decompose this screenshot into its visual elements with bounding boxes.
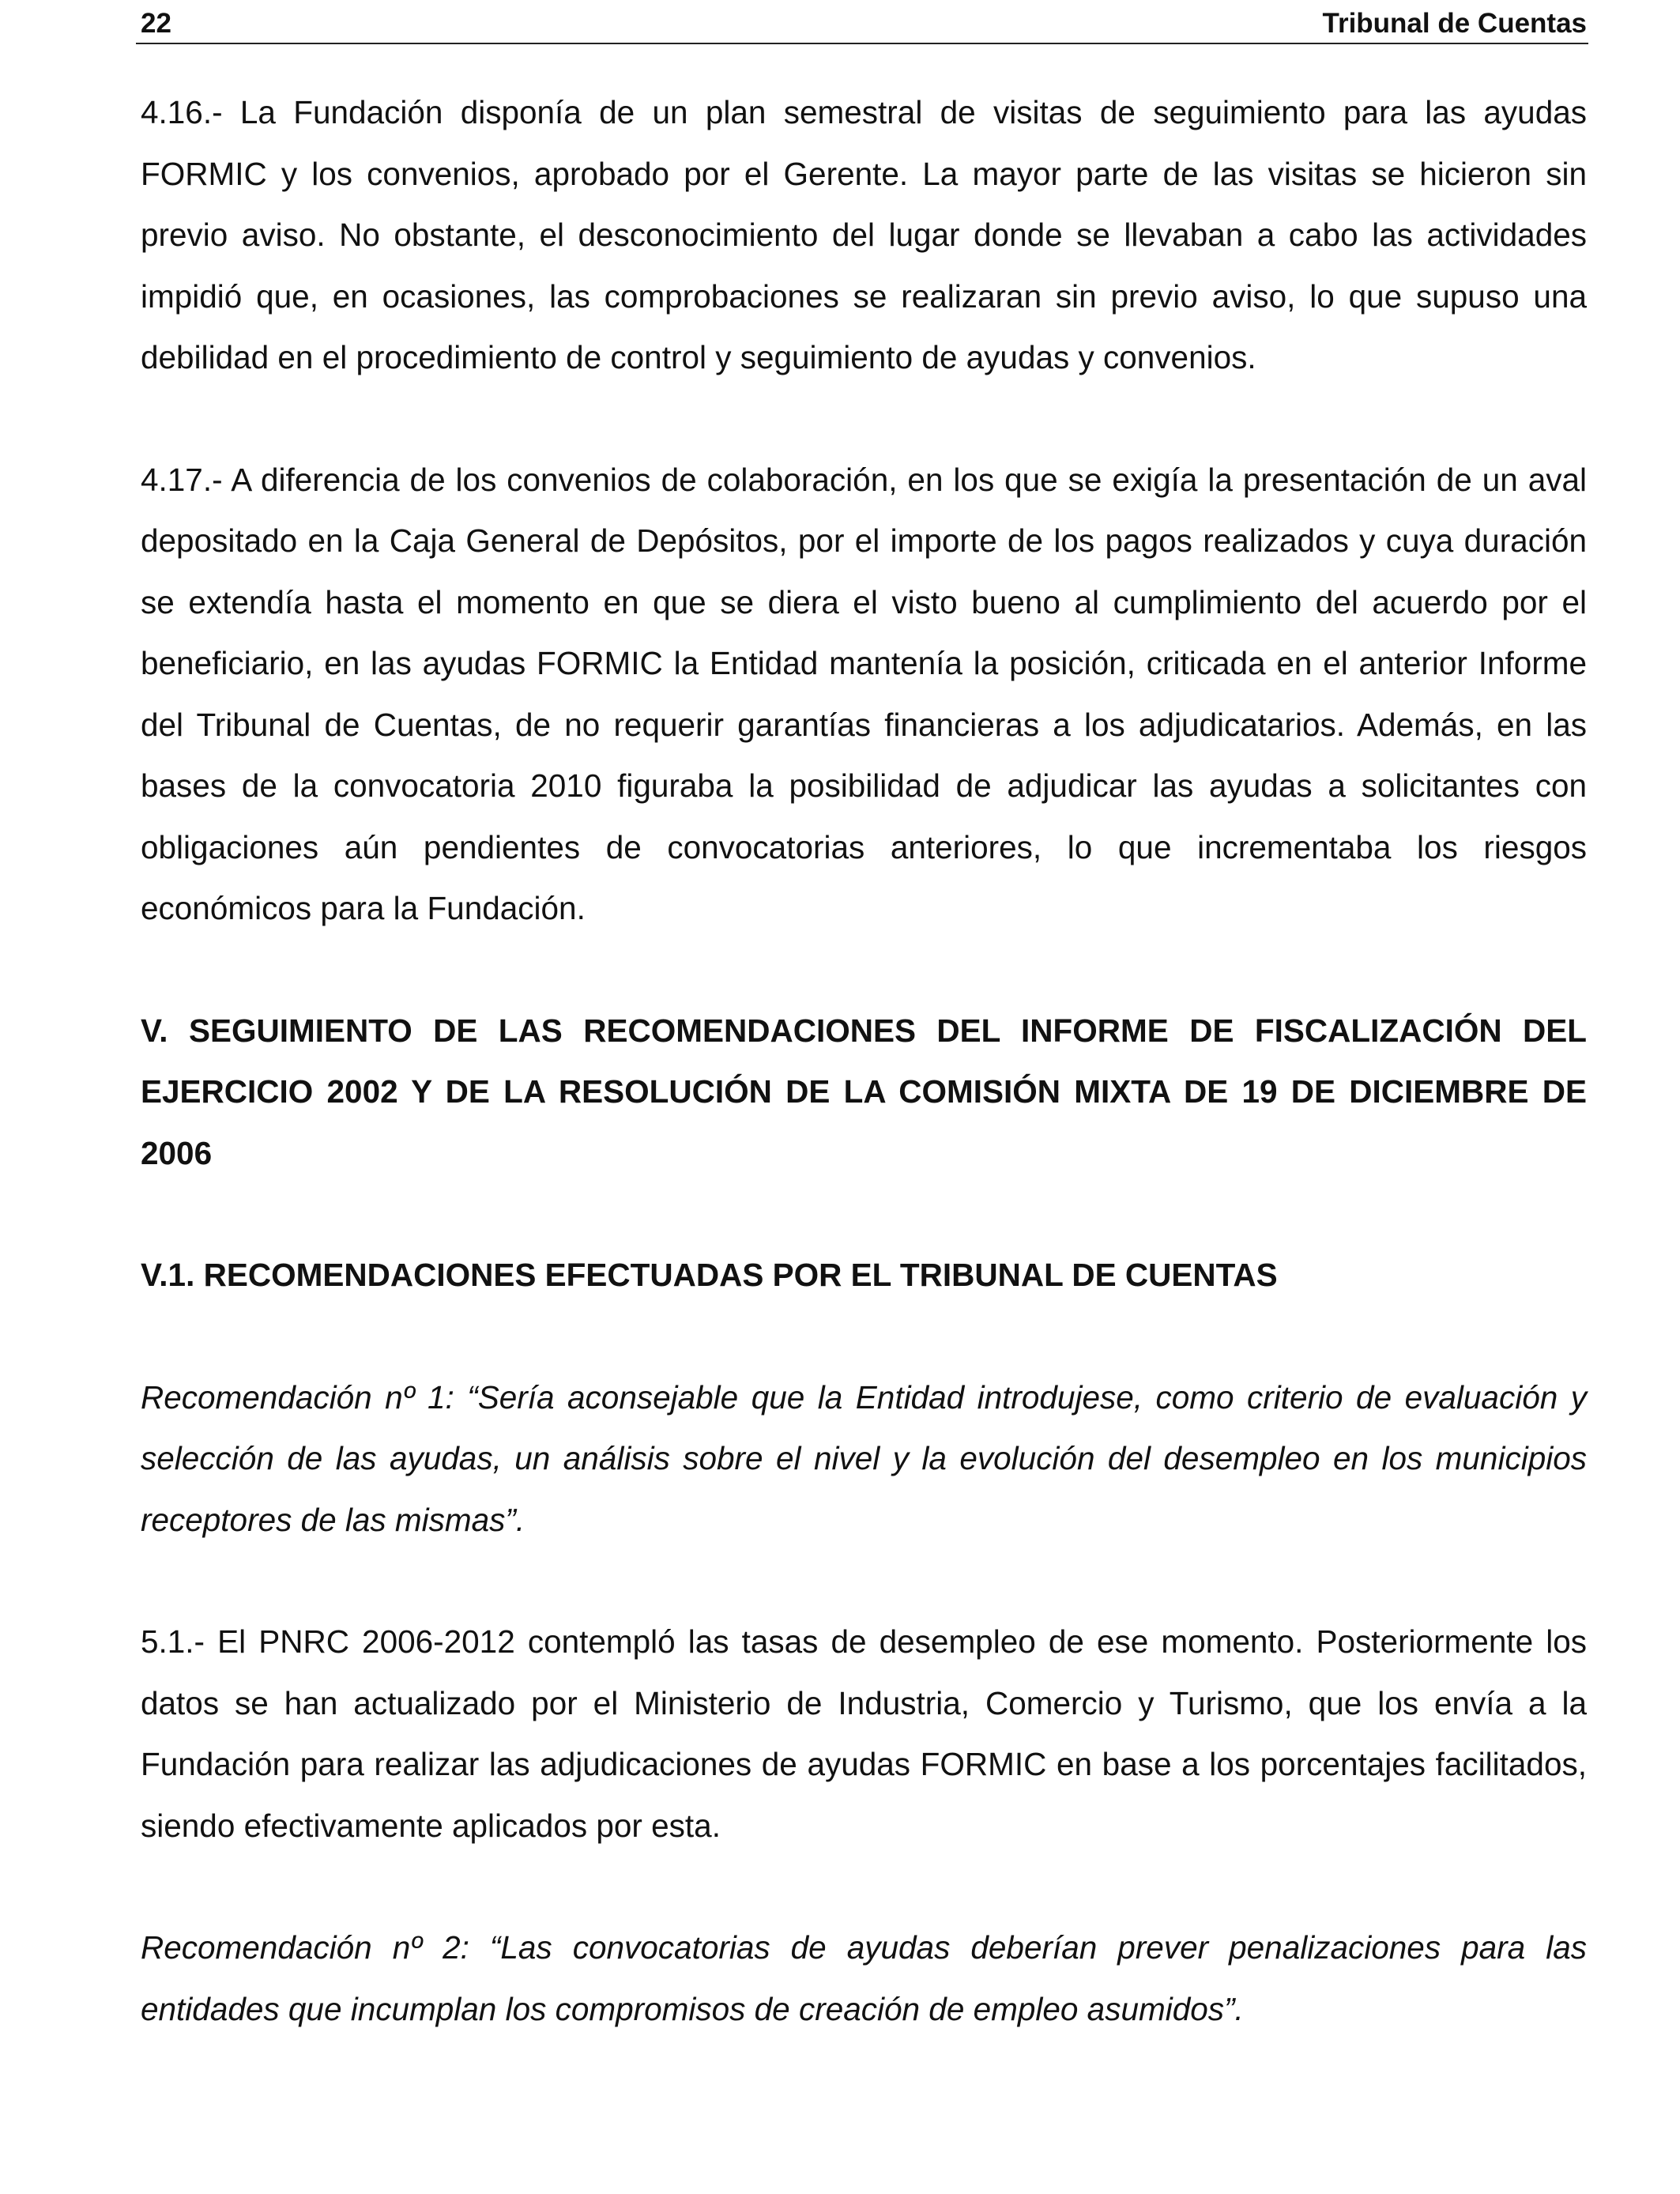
recommendation-1: Recomendación nº 1: “Sería aconsejable que la Entidad introdujese, como criterio de evaluación y selección de las ayudas, un análisis sobre el nivel y la evolución del desempleo en los municipios receptores de las mismas”. bbox=[141, 1378, 1587, 1538]
paragraph-5-1: 5.1.- El PNRC 2006-2012 contempló las tasas de desempleo de ese momento. Posteriormente los datos se han actualizado por el Ministerio de Industria, Comercio y Turismo, que los envía a la Fundación para realizar las adjudicaciones de ayudas FORMIC en base a los porcentajes facilitados, siendo efectivamente aplicados por esta. bbox=[141, 1623, 1587, 1844]
page-number: 22 bbox=[141, 8, 171, 39]
section-heading-v: V. SEGUIMIENTO DE LAS RECOMENDACIONES DEL INFORME DE FISCALIZACIÓN DEL EJERCICIO 2002 Y DE LA RESOLUCIÓN DE LA COMISIÓN MIXTA DE 19 DE DICIEMBRE DE 2006 bbox=[141, 1012, 1587, 1171]
page-header bbox=[136, 5, 1588, 44]
paragraph-4-17: 4.17.- A diferencia de los convenios de colaboración, en los que se exigía la presentación de un aval depositado en la Caja General de Depósitos, por el importe de los pagos realizados y cuya duración se extendía hasta el momento en que se diera el visto bueno al cumplimiento del acuerdo por el beneficiario, en las ayudas FORMIC la Entidad mantenía la posición, criticada en el anterior Informe del Tribunal de Cuentas, de no requerir garantías financieras a los adjudicatarios. Además, en las bases de la convocatoria 2010 figuraba la posibilidad de adjudicar las ayudas a solicitantes con obligaciones aún pendientes de convocatorias anteriores, lo que incrementaba los riesgos económicos para la Fundación. bbox=[141, 461, 1587, 926]
running-head: Tribunal de Cuentas bbox=[1322, 8, 1587, 39]
subsection-heading-v1: V.1. RECOMENDACIONES EFECTUADAS POR EL TRIBUNAL DE CUENTAS bbox=[141, 1257, 1278, 1293]
paragraph-4-16: 4.16.- La Fundación disponía de un plan semestral de visitas de seguimiento para las ayudas FORMIC y los convenios, aprobado por el Gerente. La mayor parte de las visitas se hicieron sin previo aviso. No obstante, el desconocimiento del lugar donde se llevaban a cabo las actividades impidió que, en ocasiones, las comprobaciones se realizaran sin previo aviso, lo que supuso una debilidad en el procedimiento de control y seguimiento de ayudas y convenios. bbox=[141, 94, 1587, 375]
document-body bbox=[141, 82, 1587, 2040]
recommendation-2: Recomendación nº 2: “Las convocatorias de ayudas deberían prever penalizaciones para las entidades que incumplan los compromisos de creación de empleo asumidos”. bbox=[141, 1929, 1587, 2027]
